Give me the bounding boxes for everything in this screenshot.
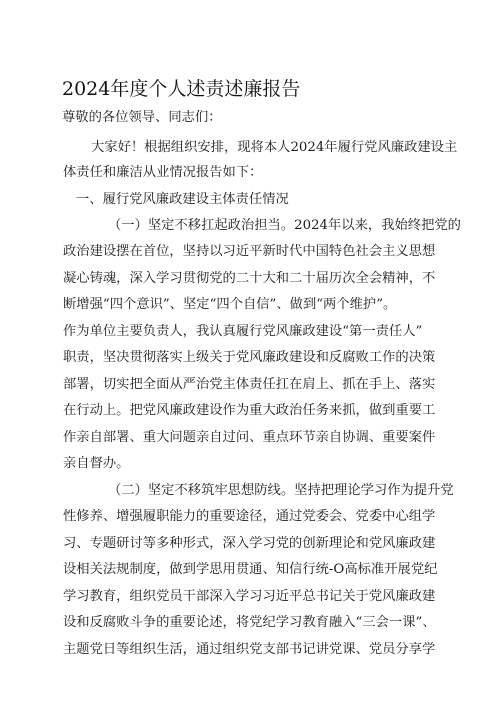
paragraph-line: 部署，切实把全面从严治党主体责任扛在肩上、抓在手上、落实 [63,377,436,392]
paragraph-line: 设相关法规制度，做到学思用贯通、知信行统-O高标准开展党纪 [63,562,438,577]
paragraph-line: 作为单位主要负责人，我认真履行党风廉政建设“第一责任人” [63,324,423,339]
document-title: 2024年度个人述责述廉报告 [62,78,301,100]
paragraph-line: 学习教育，组织党员干部深入学习习近平总书记关于党风廉政建 [63,589,436,604]
paragraph-line: 凝心铸魂，深入学习贯彻党的二十大和二十届历次全会精神，不 [63,271,436,286]
section-heading: 一、履行党风廉政建设主体责任情况 [76,192,289,207]
paragraph-line: （一）坚定不移扛起政治担当。2024年以来，我始终把党的 [108,218,461,233]
paragraph-line: 在行动上。把党风廉政建设作为重大政治任务来抓，做到重要工 [63,403,436,418]
intro-line: 体责任和廉洁从业情况报告如下： [63,165,263,180]
paragraph-line: 设和反腐败斗争的重要论述，将党纪学习教育融入“三会一课”、 [63,615,436,630]
paragraph-line: 职责，坚决贯彻落实上级关于党风廉政建设和反腐败工作的决策 [63,350,436,365]
paragraph-line: 作亲自部署、重大问题亲自过问、重点环节亲自协调、重要案件 [63,430,436,445]
salutation: 尊敬的各位领导、同志们： [62,110,222,125]
paragraph-line: （二）坚定不移筑牢思想防线。坚持把理论学习作为提升党 [108,483,454,498]
paragraph-line: 断增强“四个意识”、坚定“四个自信”、做到“两个维护”。 [63,297,397,312]
paragraph-line: 政治建设摆在首位，坚持以习近平新时代中国特色社会主义思想 [63,244,436,259]
paragraph-line: 亲自督办。 [63,456,130,471]
intro-line: 大家好！根据组织安排，现将本人2024年履行党风廉政建设主 [91,140,458,155]
paragraph-line: 习、专题研讨等多种形式，深入学习党的创新理论和党风廉政建 [63,536,436,551]
paragraph-line: 性修养、增强履职能力的重要途径，通过党委会、党委中心组学 [63,509,436,524]
paragraph-line: 主题党日等组织生活，通过组织党支部书记讲党课、党员分享学 [63,642,436,657]
